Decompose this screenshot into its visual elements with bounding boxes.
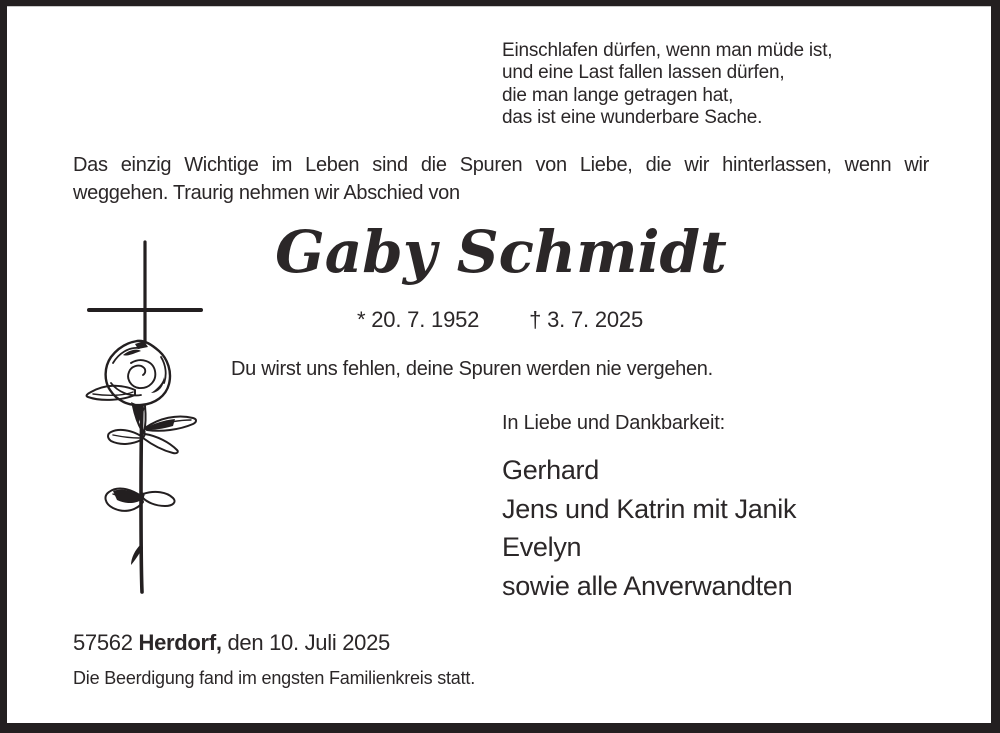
funeral-note: Die Beerdigung fand im engsten Familienkreis statt. bbox=[73, 668, 476, 688]
place-name: Herdorf, bbox=[138, 630, 222, 655]
poem-line: und eine Last fallen lassen dürfen, bbox=[502, 62, 785, 84]
mourners-list bbox=[502, 451, 796, 605]
life-dates bbox=[300, 307, 700, 333]
condolence-intro: In Liebe und Dankbarkeit: bbox=[502, 412, 725, 434]
zip-code: 57562 bbox=[73, 630, 133, 655]
poem-line: die man lange getragen hat, bbox=[502, 84, 734, 106]
cross-with-rose-icon bbox=[85, 238, 207, 596]
poem bbox=[502, 40, 832, 129]
death-date: † 3. 7. 2025 bbox=[529, 307, 643, 332]
place-date-line bbox=[73, 630, 390, 656]
notice-date: den 10. Juli 2025 bbox=[227, 630, 390, 655]
poem-line: Einschlafen dürfen, wenn man müde ist, bbox=[502, 40, 833, 61]
intro-line: Das einzig Wichtige im Leben sind die Spuren von Liebe, die wir hinterlassen, wenn wir bbox=[73, 154, 929, 176]
mourner-name: Evelyn bbox=[502, 532, 582, 562]
scan-artifact-line bbox=[7, 6, 991, 7]
deceased-name: Gaby Schmidt bbox=[275, 218, 727, 286]
poem-line: das ist eine wunderbare Sache. bbox=[502, 106, 763, 128]
mourner-name: Jens und Katrin mit Janik bbox=[502, 493, 797, 524]
intro-line: weggehen. Traurig nehmen wir Abschied von bbox=[73, 181, 460, 204]
farewell-text: Du wirst uns fehlen, deine Spuren werden nie vergehen. bbox=[231, 358, 713, 380]
intro-paragraph bbox=[73, 152, 929, 207]
mourner-name: Gerhard bbox=[502, 455, 599, 485]
birth-date: * 20. 7. 1952 bbox=[357, 307, 480, 332]
mourner-name: sowie alle Anverwandten bbox=[502, 570, 793, 601]
